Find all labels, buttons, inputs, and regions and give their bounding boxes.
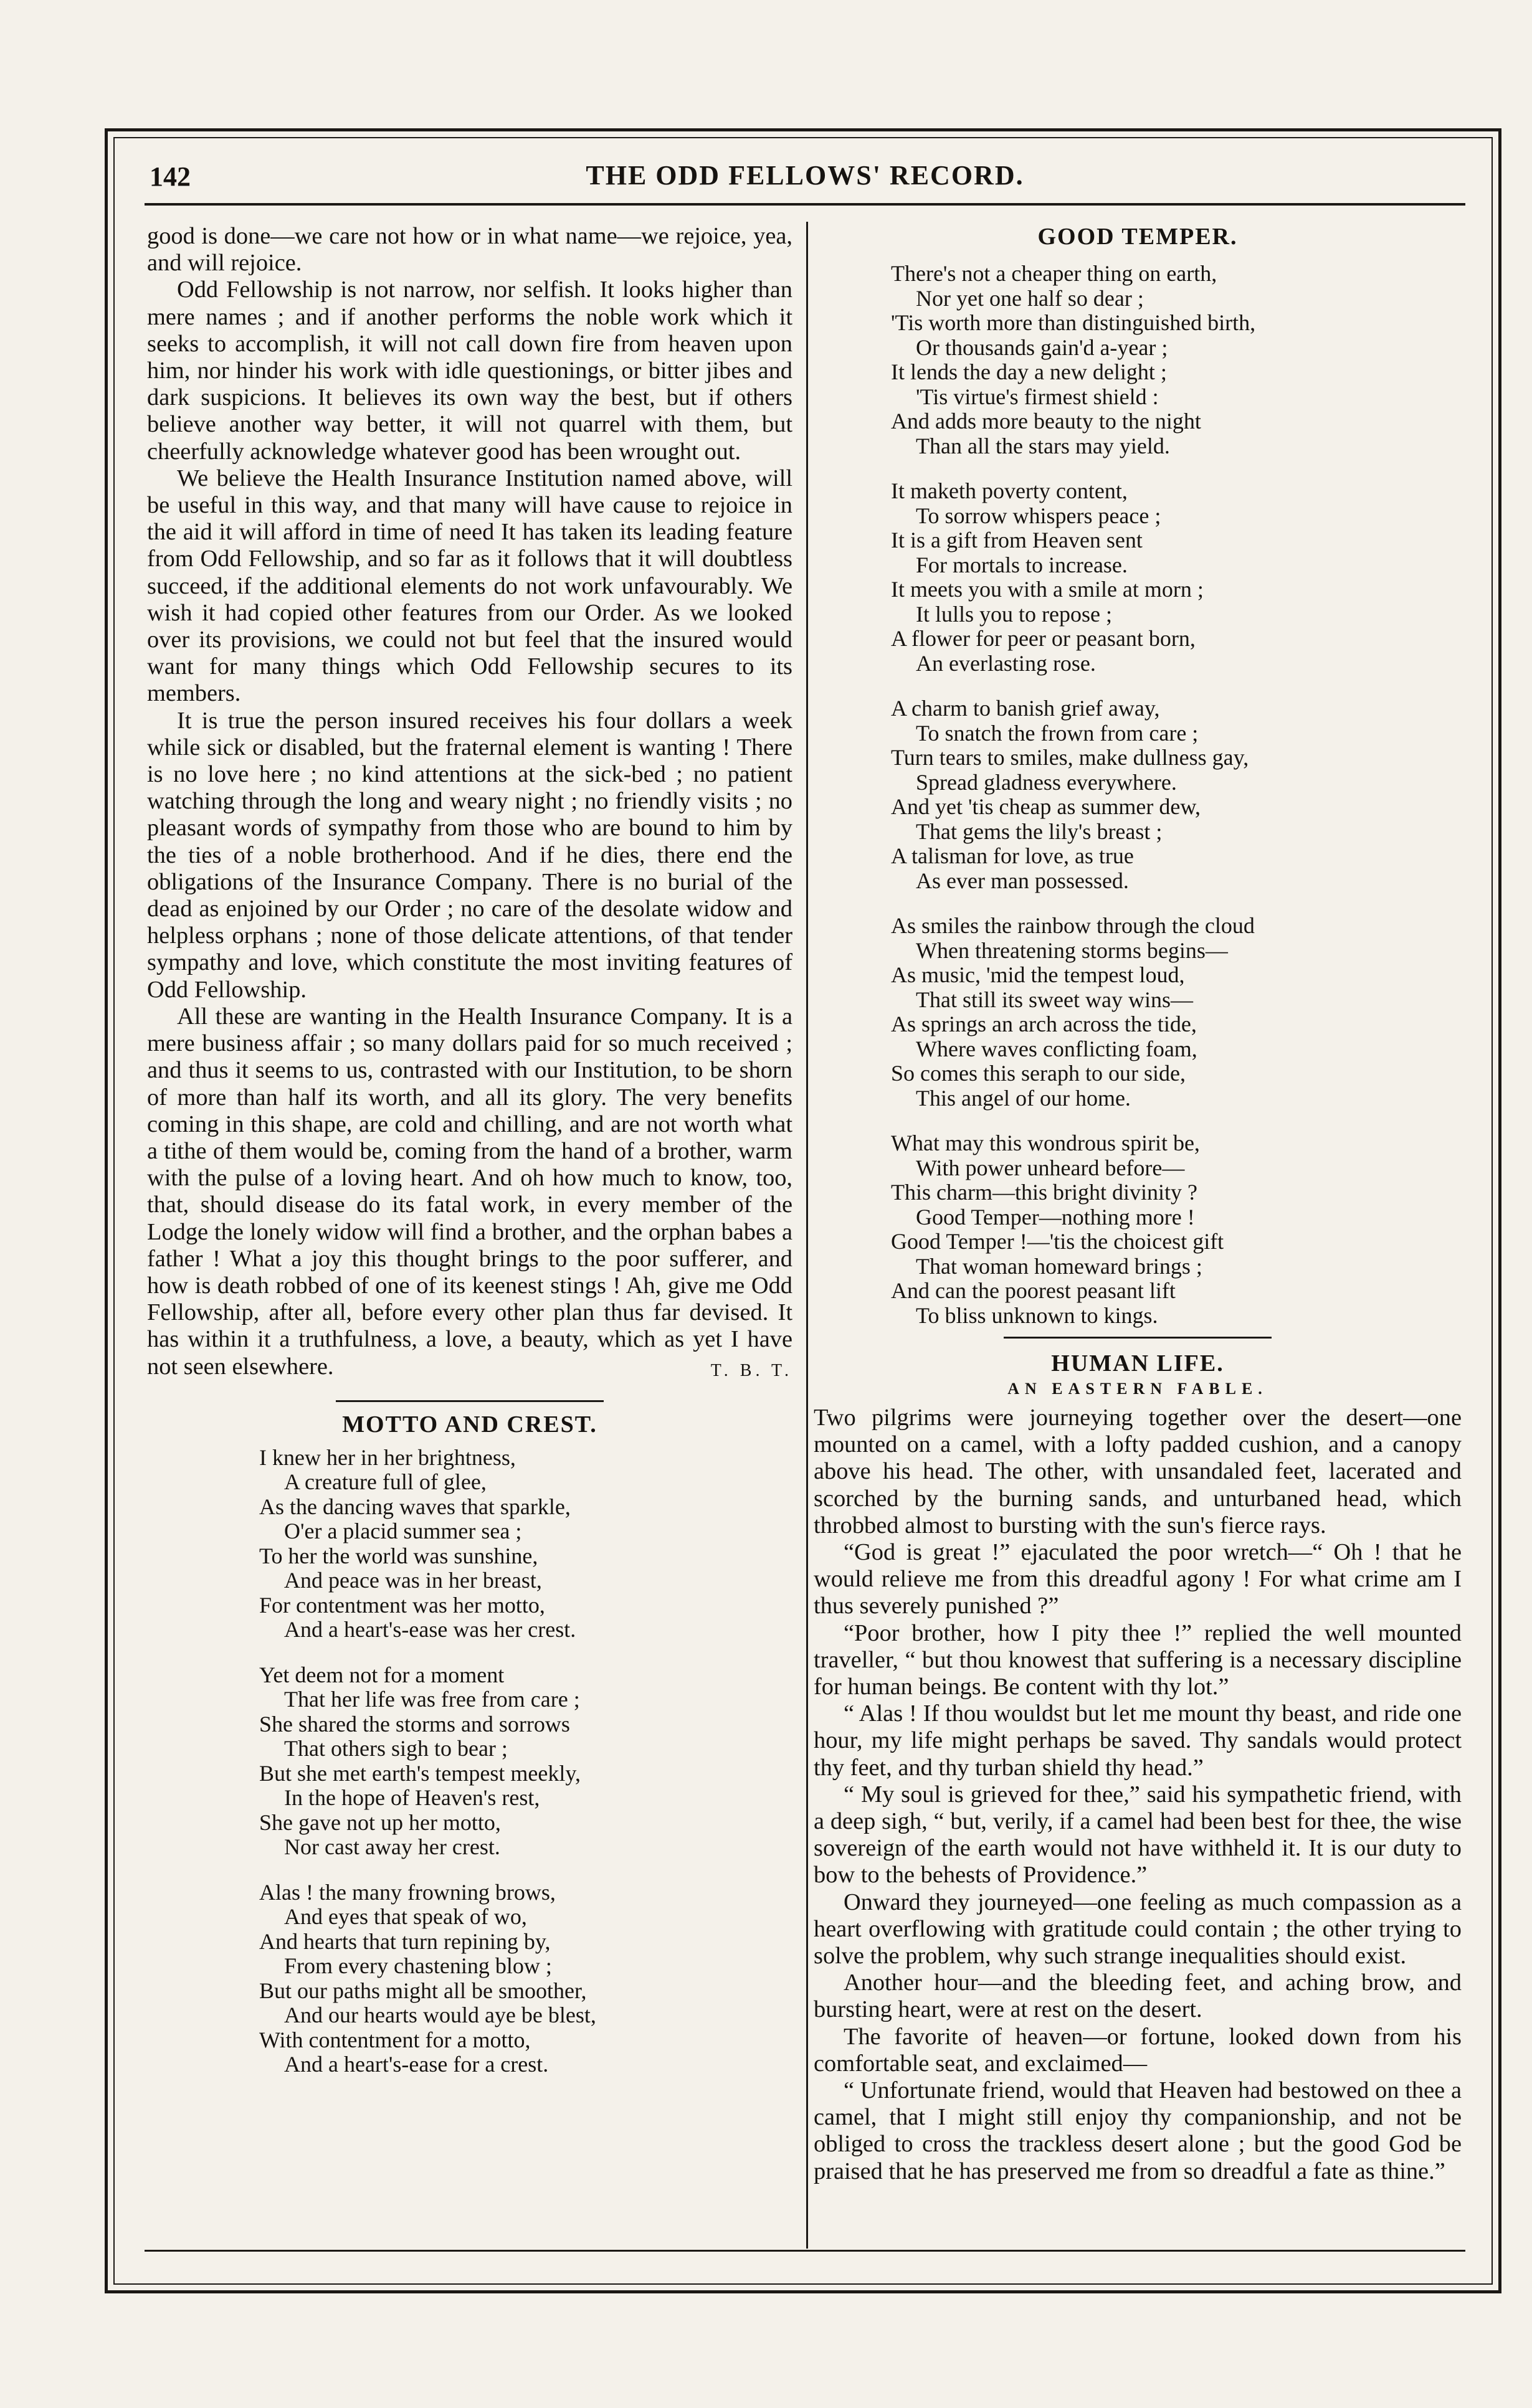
column-divider bbox=[806, 222, 808, 2249]
poem-line: And a heart's-ease for a crest. bbox=[284, 2052, 549, 2077]
poem-line: Alas ! the many frowning brows, bbox=[259, 1879, 556, 1905]
fable-subtitle: AN EASTERN FABLE. bbox=[1007, 1380, 1268, 1398]
poem-good-temper bbox=[814, 262, 1462, 1328]
fable-paragraph: “ Unfortunate friend, would that Heaven had bestowed on thee a camel, that I might still enjoy thy companionship, and not be obliged to cross the trackless desert alone ; but the good God be praised that he has preserved me from so dreadful a fate as thine.” bbox=[814, 2077, 1462, 2184]
poem-line: For mortals to increase. bbox=[916, 552, 1128, 577]
poem-line: That woman homeward brings ; bbox=[916, 1253, 1202, 1279]
poem-line: A flower for peer or peasant born, bbox=[891, 626, 1196, 651]
poem-line: With power unheard before— bbox=[916, 1155, 1185, 1180]
author-signature: T. B. T. bbox=[710, 1360, 792, 1380]
essay-text bbox=[147, 223, 792, 1380]
poem-line: Good Temper—nothing more ! bbox=[916, 1204, 1195, 1230]
header-rule bbox=[145, 203, 1465, 206]
poem-line: With contentment for a motto, bbox=[259, 2027, 531, 2052]
poem-line: And eyes that speak of wo, bbox=[284, 1904, 527, 1930]
essay-paragraph-text: All these are wanting in the Health Insurance Company. It is a mere business affair ; so many dollars paid for so much received ; and thus it seems to us, contrasted with our Institution, to be shorn of more than half its worth, and all its glory. The very benefits coming in this shape, are cold and chilling, and are not worth what a tithe of them would be, coming from the hand of a brother, warm with the pulse of a loving heart. And oh how much to know, too, that, should disease do its fatal work, in every member of the Lodge the lonely widow will find a brother, and the orphan babes a father ! What a joy this thought brings to the poor sufferer, and how is death robbed of one of its keenest stings ! Ah, give me Odd Fellowship, after all, before every other plan thus far devised. It has within it a truthfulness, a love, a beauty, which as yet I have not seen elsewhere. bbox=[147, 1003, 792, 1380]
fable-text bbox=[814, 1405, 1462, 2185]
poem-stanza bbox=[891, 1131, 1462, 1328]
poem-line: It maketh poverty content, bbox=[891, 478, 1128, 503]
running-title: THE ODD FELLOWS' RECORD. bbox=[586, 160, 1024, 191]
poem-line: And hearts that turn repining by, bbox=[259, 1928, 551, 1954]
poem-line: Nor cast away her crest. bbox=[284, 1834, 500, 1860]
poem-line: There's not a cheaper thing on earth, bbox=[891, 261, 1217, 286]
running-head bbox=[145, 156, 1465, 197]
poem-line: That her life was free from care ; bbox=[284, 1687, 580, 1712]
poem-line: But our paths might all be smoother, bbox=[259, 1978, 587, 2003]
fable-paragraph: “ Alas ! If thou wouldst but let me mount thy beast, and ride one hour, my life might perhaps be saved. Thy sandals would protect thy feet, and thy turban shield thy head.” bbox=[814, 1700, 1462, 1781]
poem-line: This angel of our home. bbox=[916, 1085, 1131, 1111]
poem-line: She gave not up her motto, bbox=[259, 1809, 501, 1835]
poem-line: Or thousands gain'd a-year ; bbox=[916, 334, 1168, 360]
poem-line: A creature full of glee, bbox=[284, 1469, 487, 1495]
fable-paragraph: Onward they journeyed—one feeling as much compassion as a heart overflowing with gratitude could contain ; the other trying to solve the problem, why such strange inequalities should exist. bbox=[814, 1889, 1462, 1970]
poem-stanza bbox=[259, 1880, 792, 2077]
bottom-rule bbox=[145, 2250, 1465, 2252]
essay-paragraph: We believe the Health Insurance Institution named above, will be useful in this way, and that many will have cause to rejoice in the aid it will afford in time of need It has taken its leading feature from Odd Fellowship, and so far as it follows that it will doubtless succeed, if the additional elements do not work unfavourably. We wish it had copied other features from our Order. As we looked over its provisions, we could not but feel that the insured would want for many things which Odd Fellowship secures to its members. bbox=[147, 465, 792, 707]
poem-stanza bbox=[259, 1663, 792, 1860]
fable-title: HUMAN LIFE. bbox=[1051, 1350, 1224, 1377]
poem-line: Turn tears to smiles, make dullness gay, bbox=[891, 745, 1249, 770]
fable-paragraph: Another hour—and the bleeding feet, and aching brow, and bursting heart, were at rest on the desert. bbox=[814, 1970, 1462, 2023]
poem-line: When threatening storms begins— bbox=[916, 937, 1228, 963]
poem-line: It lends the day a new delight ; bbox=[891, 359, 1167, 384]
poem-line: And can the poorest peasant lift bbox=[891, 1278, 1176, 1303]
poem-line: What may this wondrous spirit be, bbox=[891, 1131, 1200, 1155]
poem-line: For contentment was her motto, bbox=[259, 1592, 545, 1618]
poem-line: As the dancing waves that sparkle, bbox=[259, 1494, 571, 1519]
poem-title-motto: MOTTO AND CREST. bbox=[342, 1411, 597, 1438]
poem-line: To snatch the frown from care ; bbox=[916, 720, 1199, 746]
poem-stanza bbox=[259, 1446, 792, 1642]
right-column bbox=[814, 223, 1462, 2185]
poem-line: It lulls you to repose ; bbox=[916, 601, 1112, 627]
poem-line: Nor yet one half so dear ; bbox=[916, 285, 1144, 311]
poem-title-good-temper: GOOD TEMPER. bbox=[1037, 224, 1238, 250]
poem-line: That gems the lily's breast ; bbox=[916, 818, 1163, 844]
essay-paragraph: It is true the person insured receives his four dollars a week while sick or disabled, but the fraternal element is wanting ! There is no love here ; no kind attentions at the sick-bed ; no patient watching through the long and weary night ; no friendly visits ; no pleasant words of sympathy from those who are bound to him by the ties of a noble brotherhood. And if he dies, there end the obligations of the Insurance Company. There is no burial of the dead as enjoined by our Order ; no care of the desolate widow and helpless orphans ; none of those delicate attentions, of that tender sympathy and love, which constitute the most inviting features of Odd Fellowship. bbox=[147, 707, 792, 1003]
poem-line: But she met earth's tempest meekly, bbox=[259, 1760, 581, 1786]
poem-line: To bliss unknown to kings. bbox=[916, 1302, 1158, 1328]
poem-line: As music, 'mid the tempest loud, bbox=[891, 962, 1185, 987]
poem-stanza bbox=[891, 479, 1462, 676]
poem-line: Spread gladness everywhere. bbox=[916, 769, 1177, 795]
left-column bbox=[147, 223, 792, 2077]
poem-line: She shared the storms and sorrows bbox=[259, 1711, 570, 1737]
poem-line: Good Temper !—'tis the choicest gift bbox=[891, 1229, 1224, 1254]
poem-line: So comes this seraph to our side, bbox=[891, 1061, 1186, 1086]
poem-line: O'er a placid summer sea ; bbox=[284, 1519, 522, 1544]
poem-line: Where waves conflicting foam, bbox=[916, 1036, 1197, 1061]
poem-line: A talisman for love, as true bbox=[891, 843, 1134, 868]
poem-line: As ever man possessed. bbox=[916, 868, 1129, 893]
poem-line: This charm—this bright divinity ? bbox=[891, 1180, 1197, 1205]
poem-line: As smiles the rainbow through the cloud bbox=[891, 913, 1255, 938]
poem-line: Than all the stars may yield. bbox=[916, 433, 1170, 458]
poem-line: And adds more beauty to the night bbox=[891, 409, 1201, 434]
poem-line: To sorrow whispers peace ; bbox=[916, 503, 1161, 528]
poem-line: It meets you with a smile at morn ; bbox=[891, 577, 1204, 602]
poem-line: That others sigh to bear ; bbox=[284, 1736, 508, 1761]
fable-paragraph: Two pilgrims were journeying together over the desert—one mounted on a camel, with a lofty padded cushion, and a canopy above his head. The other, with unsandaled feet, lacerated and scorched by the burning sands, and unturbaned head, which throbbed almost to bursting with the sun's fierce rays. bbox=[814, 1405, 1462, 1538]
poem-line: In the hope of Heaven's rest, bbox=[284, 1785, 540, 1811]
poem-stanza bbox=[891, 914, 1462, 1111]
poem-stanza bbox=[891, 696, 1462, 893]
poem-line: 'Tis virtue's firmest shield : bbox=[916, 384, 1159, 409]
poem-line: An everlasting rose. bbox=[916, 650, 1096, 676]
essay-paragraph: good is done—we care not how or in what name—we rejoice, yea, and will rejoice. bbox=[147, 223, 792, 277]
poem-line: To her the world was sunshine, bbox=[259, 1543, 538, 1568]
poem-line: And peace was in her breast, bbox=[284, 1568, 542, 1593]
page-number: 142 bbox=[150, 161, 191, 192]
poem-line: And our hearts would aye be blest, bbox=[284, 2003, 596, 2028]
poem-line: I knew her in her brightness, bbox=[259, 1444, 516, 1470]
poem-line: And yet 'tis cheap as summer dew, bbox=[891, 794, 1201, 819]
essay-paragraph bbox=[147, 1003, 792, 1380]
fable-paragraph: “ My soul is grieved for thee,” said his sympathetic friend, with a deep sigh, “ but, verily, if a camel had been best for thee, the wise sovereign of the earth would not have withheld it. It is our duty to bow to the behests of Providence.” bbox=[814, 1781, 1462, 1889]
poem-line: A charm to banish grief away, bbox=[891, 696, 1160, 721]
poem-stanza bbox=[891, 262, 1462, 458]
poem-line: It is a gift from Heaven sent bbox=[891, 528, 1143, 552]
fable-paragraph: “God is great !” ejaculated the poor wretch—“ Oh ! that he would relieve me from this dreadful agony ! For what crime am I thus severely punished ?” bbox=[814, 1539, 1462, 1619]
essay-paragraph: Odd Fellowship is not narrow, nor selfish. It looks higher than mere names ; and if another performs the noble work which it seeks to accomplish, it will not call down fire from heaven upon him, nor hinder his work with idle questionings, or bitter jibes and dark suspicions. It believes its own way the best, but if others believe another way better, it will not quarrel with them, but cheerfully acknowledge whatever good has been wrought out. bbox=[147, 277, 792, 465]
poem-line: 'Tis worth more than distinguished birth, bbox=[891, 310, 1256, 335]
poem-line: And a heart's-ease was her crest. bbox=[284, 1617, 576, 1642]
poem-line: Yet deem not for a moment bbox=[259, 1662, 505, 1687]
poem-line: As springs an arch across the tide, bbox=[891, 1012, 1197, 1036]
poem-line: From every chastening blow ; bbox=[284, 1953, 552, 1979]
fable-paragraph: The favorite of heaven—or fortune, looked down from his comfortable seat, and exclaimed— bbox=[814, 2023, 1462, 2077]
poem-line: That still its sweet way wins— bbox=[916, 987, 1193, 1012]
fable-paragraph: “Poor brother, how I pity thee !” replied the well mounted traveller, “ but thou knowest that suffering is a necessary discipline for human beings. Be content with thy lot.” bbox=[814, 1619, 1462, 1700]
poem-motto-and-crest bbox=[147, 1446, 792, 2077]
